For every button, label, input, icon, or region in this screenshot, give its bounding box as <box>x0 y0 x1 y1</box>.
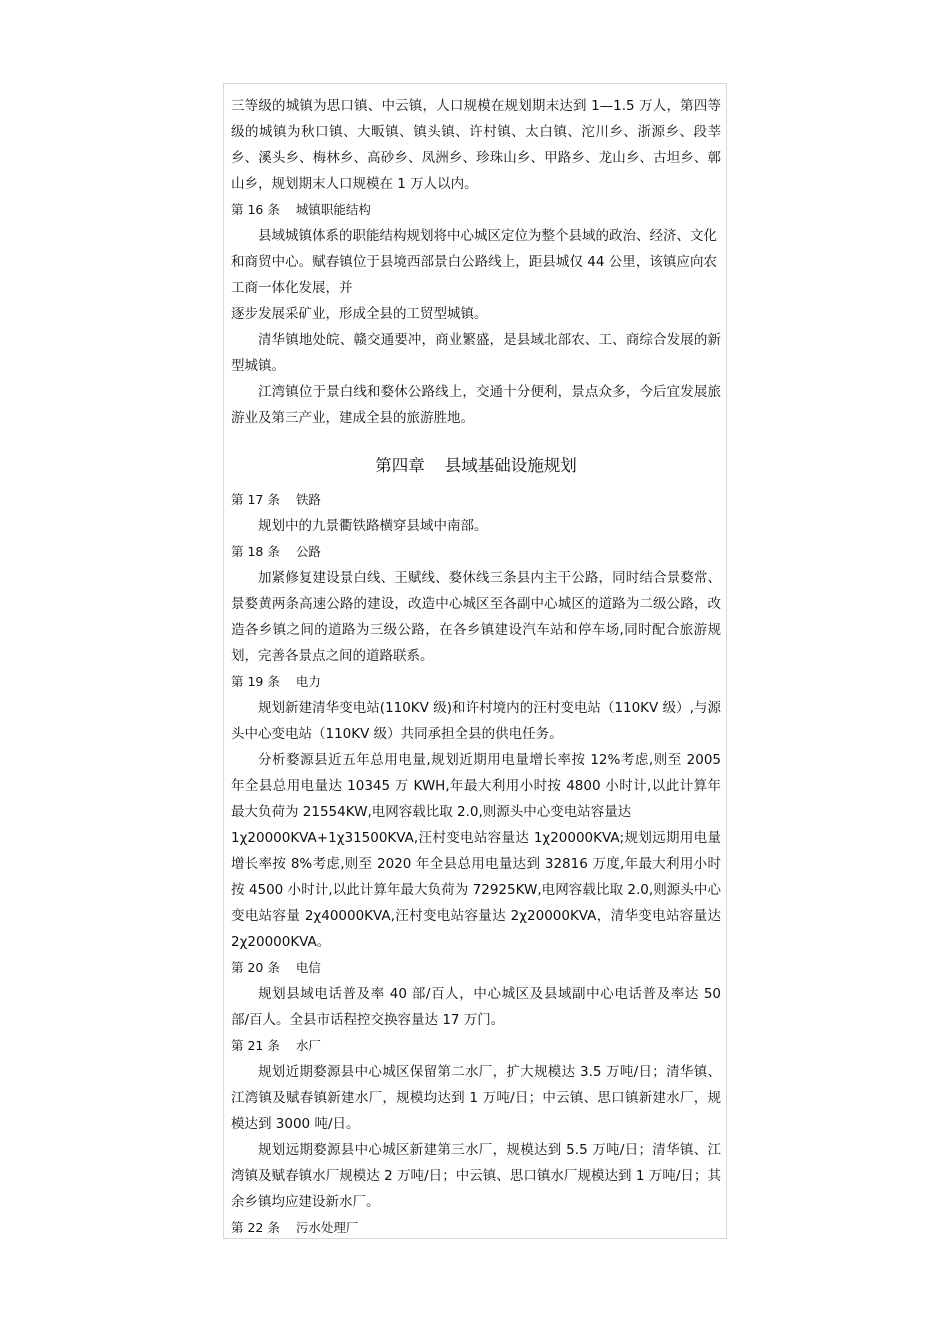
article-number: 第 21 条 <box>231 1038 280 1053</box>
article-20-heading <box>231 955 721 981</box>
paragraph-waterworks-long-term: 规划远期婺源县中心城区新建第三水厂，规模达到 5.5 万吨/日；清华镇、江湾镇及赋春镇水厂规模达 2 万吨/日；中云镇、思口镇水厂规模达到 1 万吨/日；其余乡镇均应建设新水厂。 <box>231 1142 721 1210</box>
document-content <box>231 93 721 1241</box>
paragraph-railway: 规划中的九景衢铁路横穿县域中南部。 <box>258 518 488 534</box>
paragraph-telecom: 规划县域电话普及率 40 部/百人，中心城区及县域副中心电话普及率达 50 部/百人。全县市话程控交换容量达 17 万门。 <box>231 986 721 1028</box>
article-title: 污水处理厂 <box>295 1220 359 1235</box>
paragraph-function-structure: 县域城镇体系的职能结构规划将中心城区定位为整个县域的政治、经济、文化和商贸中心。赋春镇位于县境西部景白公路线上，距县城仅 44 公里，该镇应向农工商一体化发展，并 <box>231 228 717 296</box>
article-title: 电力 <box>295 674 321 689</box>
paragraph-waterworks-near-term: 规划近期婺源县中心城区保留第二水厂，扩大规模达 3.5 万吨/日；清华镇、江湾镇及赋春镇新建水厂，规模均达到 1 万吨/日；中云镇、思口镇新建水厂，规模达到 3000 吨/日。 <box>231 1064 721 1132</box>
article-number: 第 18 条 <box>231 544 280 559</box>
chapter-number: 第四章 <box>375 456 425 475</box>
article-22-heading <box>231 1215 721 1241</box>
article-title: 铁路 <box>295 492 321 507</box>
article-21-heading <box>231 1033 721 1059</box>
article-title: 电信 <box>295 960 321 975</box>
article-number: 第 17 条 <box>231 492 280 507</box>
paragraph-jiangwan: 江湾镇位于景白线和婺休公路线上，交通十分便利，景点众多，今后宜发展旅游业及第三产业，建成全县的旅游胜地。 <box>231 384 721 426</box>
chapter-heading <box>231 453 721 479</box>
article-17-heading <box>231 487 721 513</box>
article-19-heading <box>231 669 721 695</box>
article-16-heading <box>231 197 721 223</box>
article-title: 公路 <box>295 544 321 559</box>
chapter-title: 县域基础设施规划 <box>444 456 577 475</box>
article-18-heading <box>231 539 721 565</box>
paragraph-power-analysis: 分析婺源县近五年总用电量,规划近期用电量增长率按 12%考虑,则至 2005 年全县总用电量达 10345 万 KWH,年最大利用小时按 4800 小时计,以此计算年最大负荷为 21554KW,电网容载比取 2.0,则源头中心变电站容量达 <box>231 752 721 820</box>
paragraph-substations: 规划新建清华变电站(110KV 级)和许村境内的汪村变电站（110KV 级）,与源头中心变电站（110KV 级）共同承担全县的供电任务。 <box>231 700 721 742</box>
paragraph-qinghua: 清华镇地处皖、赣交通要冲，商业繁盛，是县域北部农、工、商综合发展的新型城镇。 <box>231 332 721 374</box>
paragraph-highway: 加紧修复建设景白线、王赋线、婺休线三条县内主干公路，同时结合景婺常、景婺黄两条高速公路的建设，改造中心城区至各副中心城区的道路为二级公路，改造各乡镇之间的道路为三级公路，在各乡镇建设汽车站和停车场,同时配合旅游规划，完善各景点之间的道路联系。 <box>231 570 721 664</box>
paragraph-fuchun-continued: 逐步发展采矿业，形成全县的工贸型城镇。 <box>231 306 488 322</box>
paragraph-town-levels: 三等级的城镇为思口镇、中云镇，人口规模在规划期末达到 1—1.5 万人，第四等级的城镇为秋口镇、大畈镇、镇头镇、许村镇、太白镇、沱川乡、浙源乡、段莘乡、溪头乡、梅林乡、高砂乡、凤洲乡、珍珠山乡、甲路乡、龙山乡、古坦乡、鄣山乡，规划期末人口规模在 1 万人以内。 <box>231 98 721 192</box>
article-number: 第 16 条 <box>231 202 280 217</box>
article-title: 水厂 <box>295 1038 321 1053</box>
article-number: 第 20 条 <box>231 960 280 975</box>
article-number: 第 22 条 <box>231 1220 280 1235</box>
article-title: 城镇职能结构 <box>295 202 371 217</box>
article-number: 第 19 条 <box>231 674 280 689</box>
paragraph-power-capacity: 1χ20000KVA+1χ31500KVA,汪村变电站容量达 1χ20000KVA;规划远期用电量增长率按 8%考虑,则至 2020 年全县总用电量达到 32816 万度,年最大利用小时按 4500 小时计,以此计算年最大负荷为 72925KW,电网容载比取 2.0,则源头中心变电站容量 2χ40000KVA,汪村变电站容量达 2χ20000KVA，清华变电站容量达 2χ20000KVA。 <box>231 830 721 950</box>
